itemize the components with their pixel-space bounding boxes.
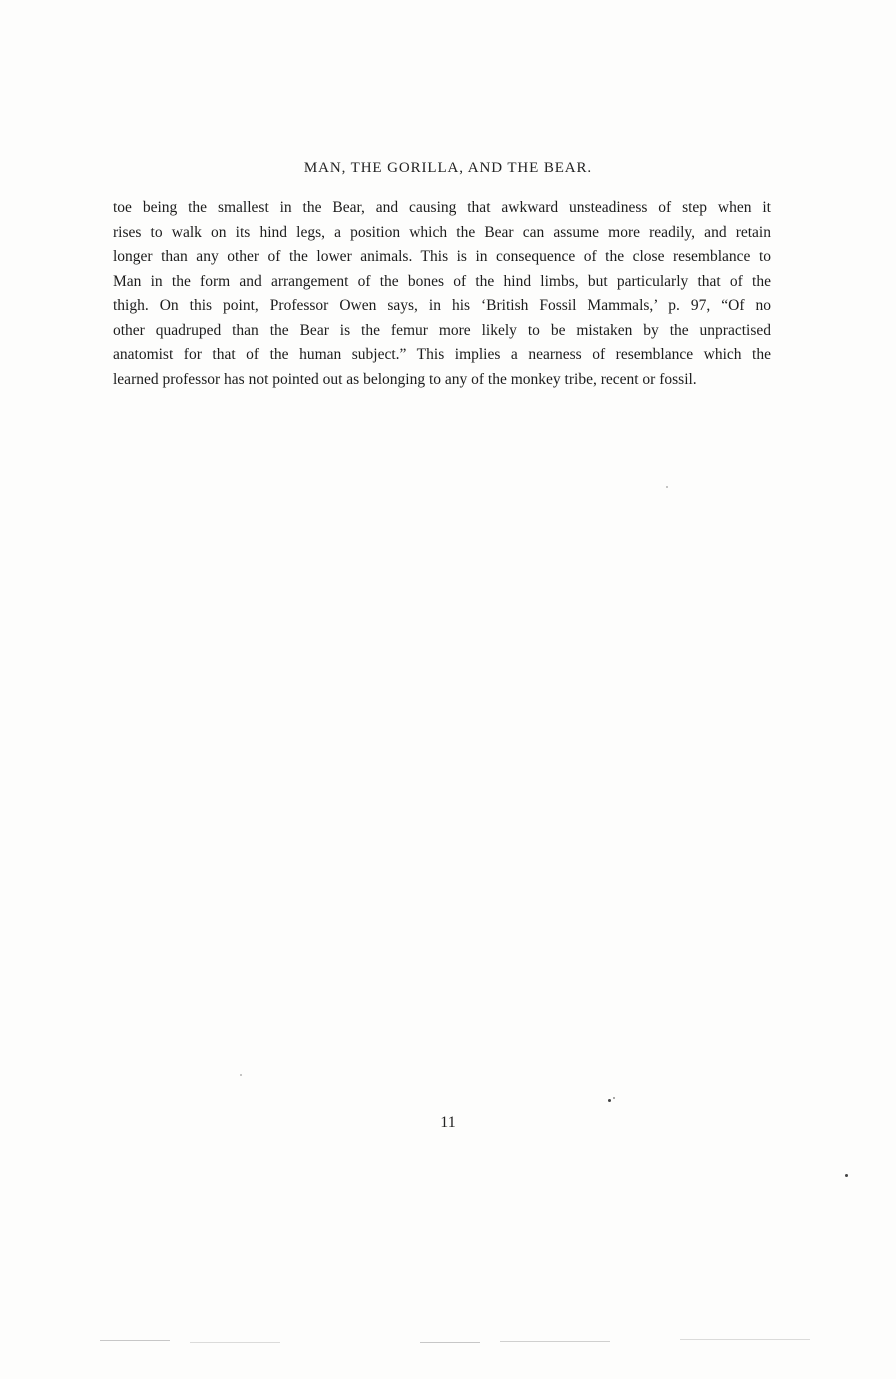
text-line: Man in the form and arrangement of the bones of the hind limbs, but particularly that of the [113, 272, 771, 290]
scan-edge-line [500, 1341, 610, 1342]
scan-speck [608, 1099, 611, 1102]
text-line: longer than any other of the lower animals. This is in consequence of the close resemblance to [113, 248, 771, 265]
text-line: toe being the smallest in the Bear, and causing that awkward unsteadiness of step when it [113, 199, 771, 216]
scan-edge-line [420, 1342, 480, 1343]
scan-speck [240, 1074, 242, 1076]
body-paragraph [113, 196, 771, 392]
scan-speck [845, 1174, 848, 1177]
text-line: thigh. On this point, Professor Owen says, in his ‘British Fossil Mammals,’ p. 97, “Of no [113, 297, 771, 314]
scan-edge-line [680, 1339, 810, 1340]
scan-edge-line [190, 1342, 280, 1343]
page-number: 11 [440, 1114, 456, 1131]
scan-edge-line [100, 1340, 170, 1341]
scan-speck [666, 486, 668, 488]
text-line: other quadruped than the Bear is the femur more likely to be mistaken by the unpractised [113, 321, 771, 339]
running-head: MAN, THE GORILLA, AND THE BEAR. [303, 160, 593, 176]
text-line: rises to walk on its hind legs, a position which the Bear can assume more readily, and retain [113, 223, 771, 241]
scan-speck [613, 1097, 615, 1099]
text-line: anatomist for that of the human subject.” This implies a nearness of resemblance which the [113, 346, 771, 363]
text-line: learned professor has not pointed out as belonging to any of the monkey tribe, recent or fossil. [113, 370, 697, 388]
